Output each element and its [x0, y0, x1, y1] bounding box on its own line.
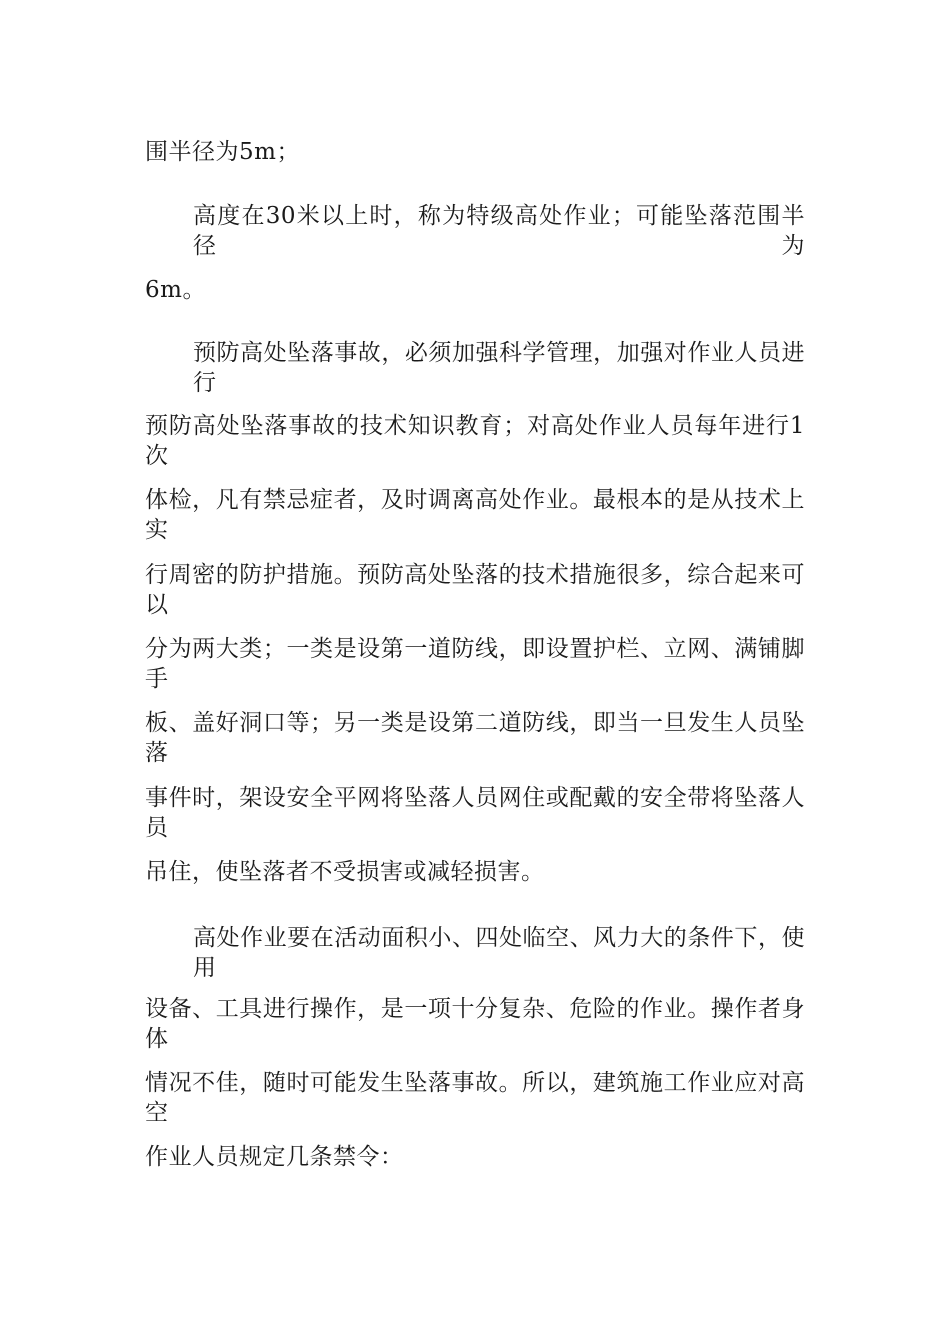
- paragraph-line: 作业人员规定几条禁令：: [145, 1144, 404, 1170]
- paragraph-line: 情况不佳，随时可能发生坠落事故。所以，建筑施工作业应对高空: [145, 1070, 805, 1126]
- paragraph-line: 分为两大类；一类是设第一道防线，即设置护栏、立网、满铺脚手: [145, 636, 805, 692]
- paragraph-line: 预防高处坠落事故，必须加强科学管理，加强对作业人员进行: [193, 340, 805, 396]
- paragraph-line: 行周密的防护措施。预防高处坠落的技术措施很多，综合起来可以: [145, 562, 805, 618]
- paragraph-line: 事件时，架设安全平网将坠落人员网住或配戴的安全带将坠落人员: [145, 785, 805, 841]
- paragraph-line: 体检，凡有禁忌症者，及时调离高处作业。最根本的是从技术上实: [145, 487, 805, 543]
- paragraph-line: 预防高处坠落事故的技术知识教育；对高处作业人员每年进行1次: [145, 413, 805, 469]
- paragraph-line: 高处作业要在活动面积小、四处临空、风力大的条件下，使用: [193, 925, 805, 981]
- paragraph-line: 吊住，使坠落者不受损害或减轻损害。: [145, 859, 545, 885]
- paragraph-line: 板、盖好洞口等；另一类是设第二道防线，即当一旦发生人员坠落: [145, 710, 805, 766]
- paragraph-line: 设备、工具进行操作，是一项十分复杂、危险的作业。操作者身体: [145, 996, 805, 1052]
- paragraph-line: 高度在30米以上时，称为特级高处作业；可能坠落范围半径为: [193, 203, 805, 259]
- paragraph-line: 6m。: [145, 277, 206, 303]
- paragraph-line: 围半径为5m；: [145, 139, 300, 165]
